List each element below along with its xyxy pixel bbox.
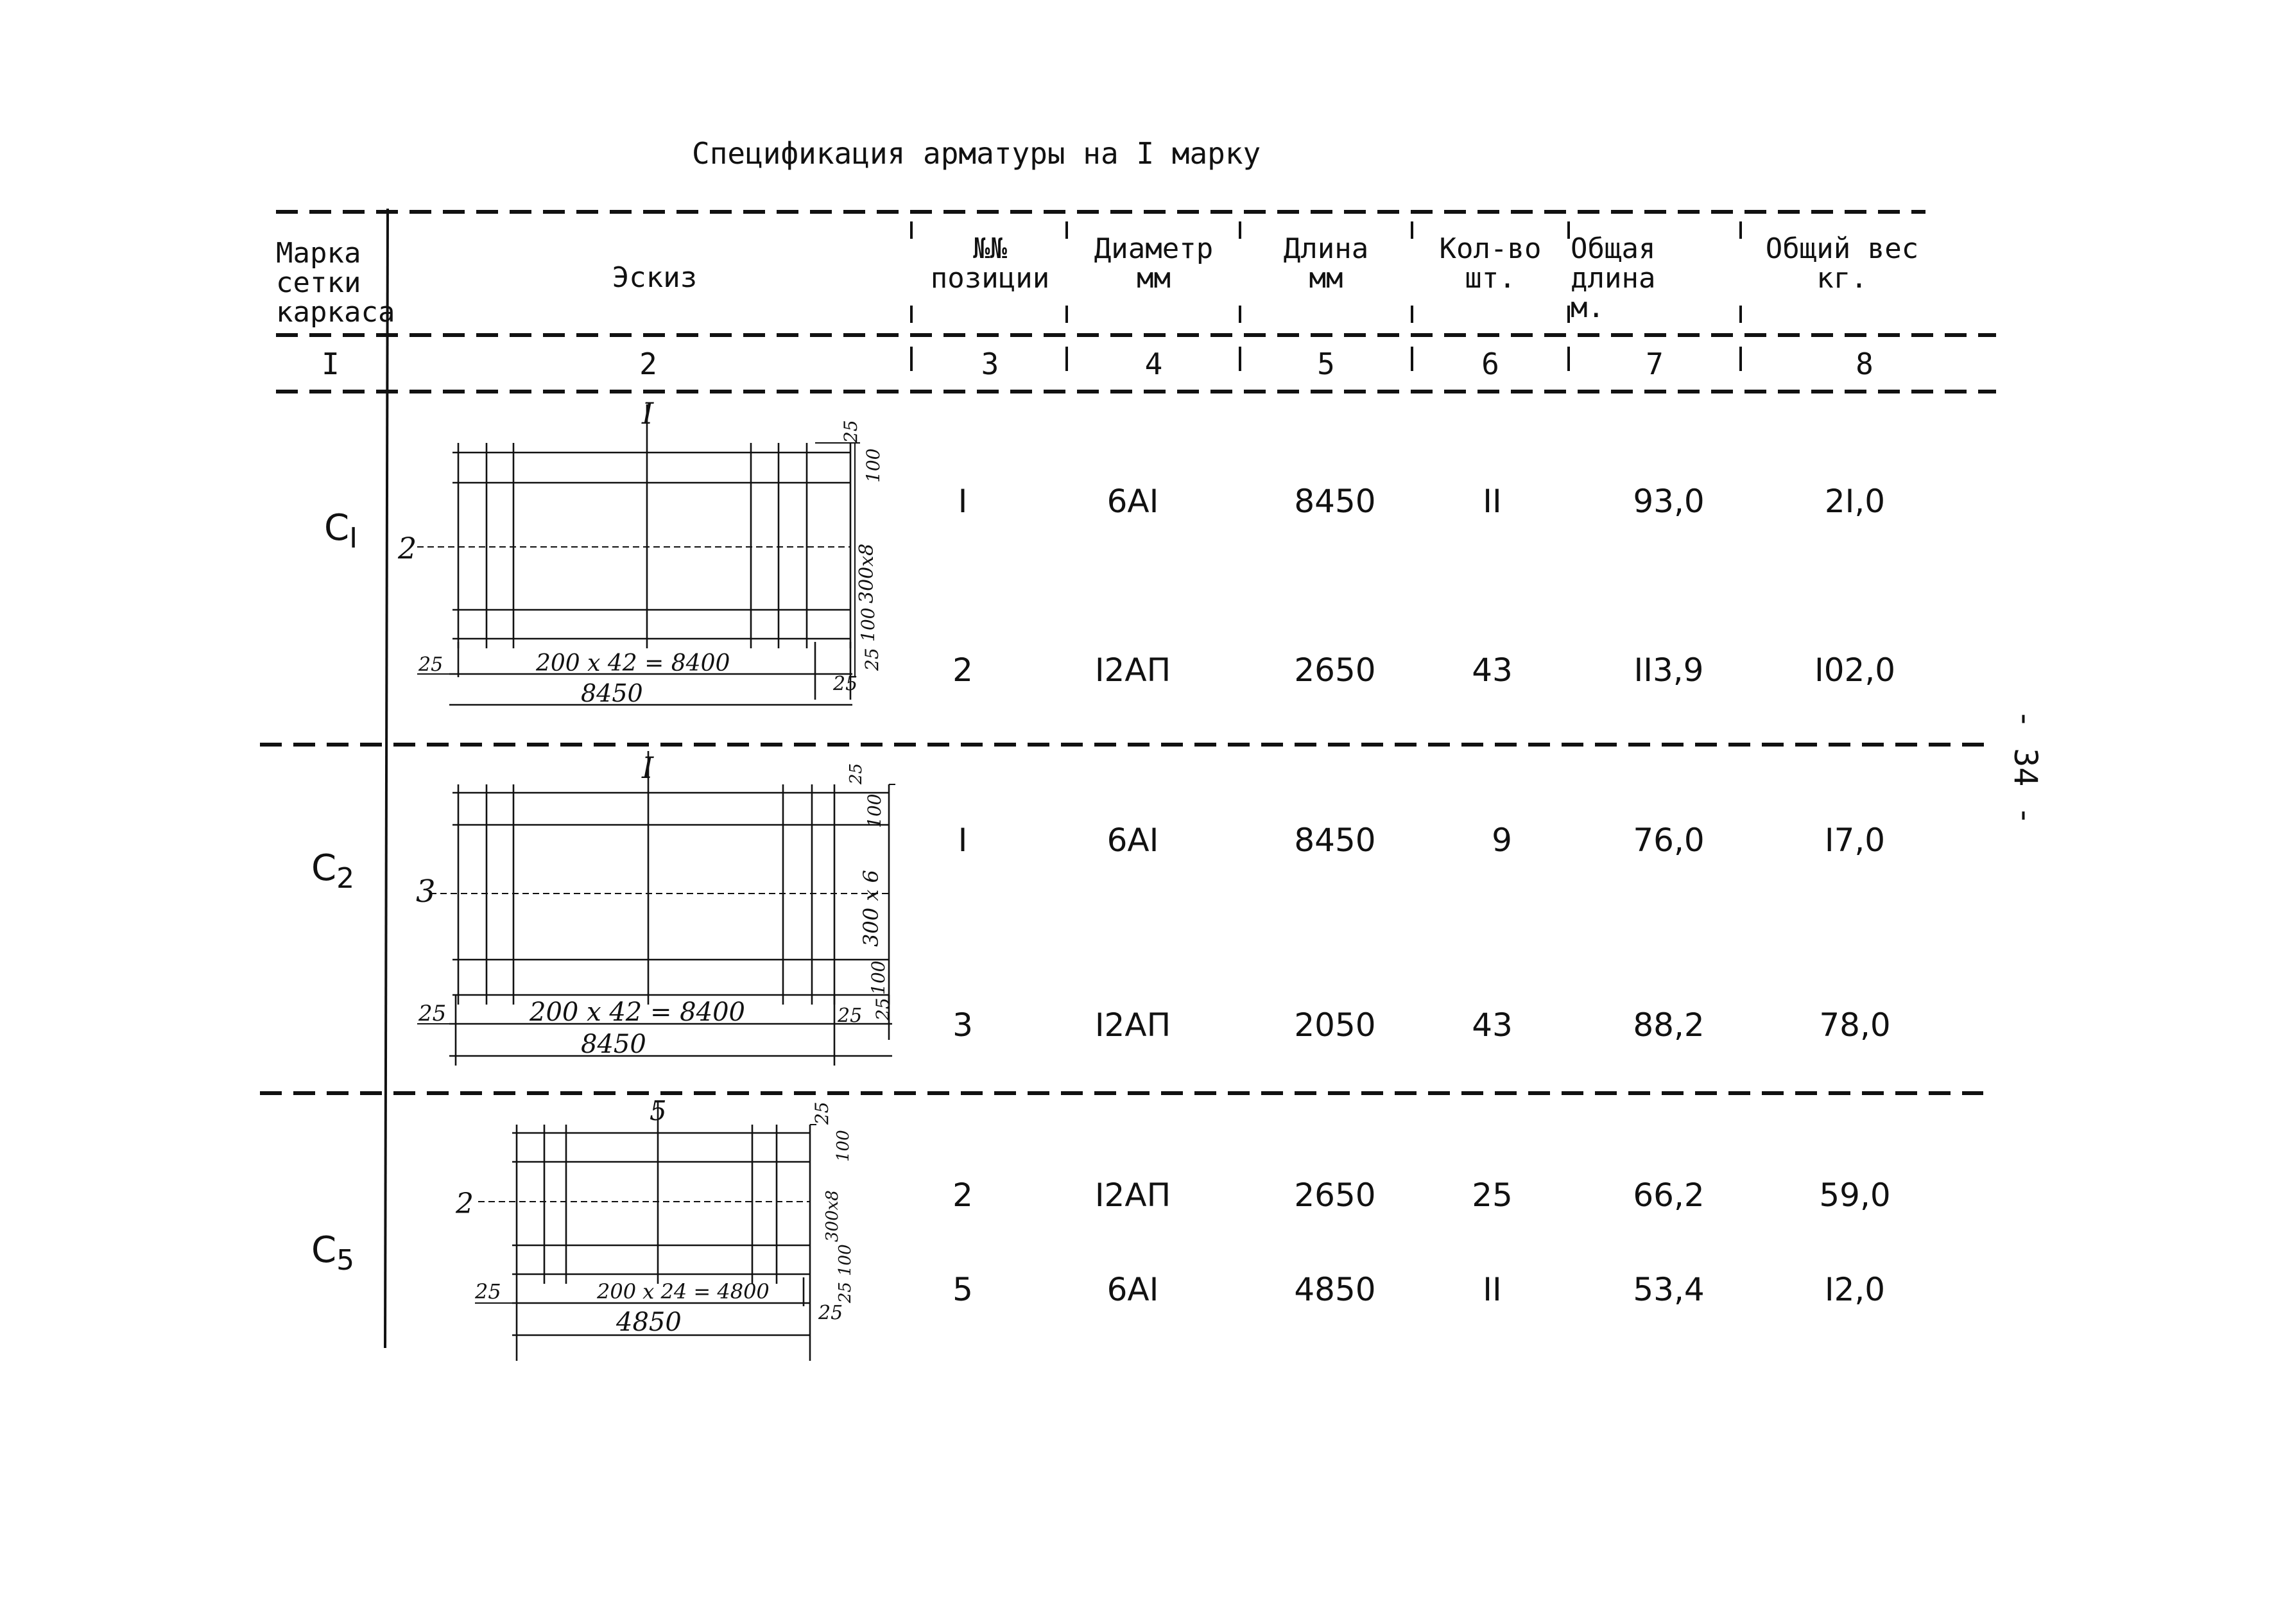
sketch-label-side: 3 <box>416 874 436 910</box>
table-cell-length: 2050 <box>1294 1006 1376 1044</box>
table-cell-qty: 43 <box>1472 1006 1513 1044</box>
sketch-label-side: 2 <box>398 531 417 566</box>
col1-separator <box>385 209 388 1348</box>
sketch-v-top: 25 <box>840 420 861 443</box>
table-cell-pos: 2 <box>952 652 973 689</box>
table-cell-length: 2650 <box>1294 1177 1376 1214</box>
sketch-v-mid: 300x8 <box>823 1190 842 1242</box>
sketch-label-side: 2 <box>456 1188 474 1220</box>
table-cell-diameter: 6AI <box>1107 822 1159 859</box>
table-cell-total-length: 88,2 <box>1633 1006 1705 1044</box>
sketch-v-100b: 100 <box>836 1244 855 1276</box>
table-cell-total-length: II3,9 <box>1633 652 1704 689</box>
mark-c5: $C_5$ <box>311 1229 355 1277</box>
header-position <box>915 234 1065 293</box>
colnum-2: 2 <box>639 347 657 381</box>
page-number: - 34 - <box>2007 709 2044 825</box>
sketch-dim-main: 200 x 24 = 4800 <box>597 1279 770 1304</box>
header-line: №№ <box>973 232 1007 265</box>
sketch-dim-main: 200 x 42 = 8400 <box>536 650 730 677</box>
table-cell-diameter: 6AI <box>1107 483 1159 520</box>
header-line: Диаметр <box>1094 232 1214 265</box>
table-cell-pos: 5 <box>952 1271 973 1308</box>
header-line: м. <box>1571 291 1605 324</box>
header-mark <box>276 239 395 327</box>
colnum-8: 8 <box>1856 347 1873 381</box>
sketch-c1 <box>397 396 884 707</box>
table-cell-total-length: 66,2 <box>1633 1177 1705 1214</box>
sketch-c5 <box>455 1095 855 1361</box>
header-length <box>1242 234 1410 293</box>
table-cell-diameter: I2AП <box>1094 1006 1171 1044</box>
table-cell-qty: 9 <box>1492 822 1512 859</box>
sketch-dim-right: 25 <box>818 1302 843 1324</box>
table-cell-length: 8450 <box>1294 483 1376 520</box>
sketch-v-25b: 25 <box>872 998 893 1021</box>
header-sketch <box>565 263 745 293</box>
table-cell-length: 4850 <box>1294 1271 1376 1308</box>
page-title: Спецификация арматуры на I марку <box>692 136 1261 171</box>
sketch-dim-left: 25 <box>475 1279 501 1304</box>
table-cell-weight: 2I,0 <box>1824 483 1886 520</box>
table-cell-pos: I <box>958 483 968 520</box>
table-cell-pos: 2 <box>952 1177 973 1214</box>
header-line: мм <box>1137 262 1171 295</box>
header-line: длина <box>1571 262 1656 295</box>
table-cell-weight: I02,0 <box>1814 652 1896 689</box>
header-line: Кол-во <box>1439 232 1542 265</box>
sketch-label-top: I <box>642 396 654 431</box>
sketch-v-100a: 100 <box>864 793 885 828</box>
header-line: Общая <box>1571 232 1656 265</box>
colnum-3: 3 <box>981 347 999 381</box>
sketch-v-100a: 100 <box>834 1130 853 1162</box>
mark-c1: $C_I$ <box>324 507 358 555</box>
table-cell-weight: I2,0 <box>1824 1271 1886 1308</box>
table-cell-qty: II <box>1483 483 1502 520</box>
table-cell-qty: II <box>1483 1271 1502 1308</box>
sketch-dim-total: 8450 <box>581 679 643 707</box>
header-qty <box>1414 234 1567 293</box>
header-line: мм <box>1309 262 1343 295</box>
header-line: сетки <box>276 266 361 299</box>
table-cell-total-length: 76,0 <box>1633 822 1705 859</box>
header-total-length <box>1571 234 1739 323</box>
sketch-v-100b: 100 <box>857 607 879 642</box>
header-diameter <box>1069 234 1239 293</box>
header-line: Общий вес <box>1765 232 1919 265</box>
table-cell-pos: I <box>958 822 968 859</box>
header-line: кг. <box>1816 262 1868 295</box>
header-line: Длина <box>1283 232 1369 265</box>
sketch-c2 <box>416 750 895 1066</box>
table-cell-total-length: 93,0 <box>1633 483 1705 520</box>
sketch-v-25b: 25 <box>836 1281 855 1303</box>
sketch-label-top: 5 <box>650 1095 667 1127</box>
table-cell-qty: 43 <box>1472 652 1513 689</box>
colnum-7: 7 <box>1646 347 1664 381</box>
sketch-v-top: 25 <box>811 1101 832 1125</box>
table-cell-weight: 59,0 <box>1819 1177 1891 1214</box>
table-cell-qty: 25 <box>1472 1177 1513 1214</box>
sketch-v-top: 25 <box>847 763 866 784</box>
sketch-dim-left: 25 <box>418 653 444 676</box>
colnum-5: 5 <box>1317 347 1335 381</box>
table-cell-pos: 3 <box>952 1006 973 1044</box>
sketch-dim-left: 25 <box>418 1001 447 1026</box>
table-cell-weight: 78,0 <box>1819 1006 1891 1044</box>
header-weight <box>1743 234 1942 293</box>
table-cell-total-length: 53,4 <box>1633 1271 1705 1308</box>
colnum-1: I <box>322 347 340 381</box>
sketch-v-25b: 25 <box>861 648 883 671</box>
sketch-v-mid: 300x8 <box>856 543 878 603</box>
sketch-dim-total: 8450 <box>581 1030 646 1059</box>
sketch-v-100a: 100 <box>863 448 884 483</box>
table-cell-length: 8450 <box>1294 822 1376 859</box>
header-line: Эскиз <box>612 261 698 294</box>
table-cell-diameter: I2AП <box>1094 1177 1171 1214</box>
sketch-dim-right: 25 <box>838 1005 863 1027</box>
header-line: позиции <box>930 262 1050 295</box>
header-line: Марка <box>276 237 361 270</box>
colnum-4: 4 <box>1144 347 1163 381</box>
table-cell-weight: I7,0 <box>1824 822 1886 859</box>
mark-c2: $C_2$ <box>311 847 355 895</box>
table-cell-length: 2650 <box>1294 652 1376 689</box>
table-cell-diameter: I2AП <box>1094 652 1171 689</box>
sketch-v-100b: 100 <box>868 960 889 995</box>
header-line: шт. <box>1465 262 1516 295</box>
header-line: каркаса <box>276 296 395 329</box>
sketch-dim-main: 200 x 42 = 8400 <box>530 998 745 1027</box>
sketch-v-mid: 300 x 6 <box>859 870 883 947</box>
table-cell-diameter: 6AI <box>1107 1271 1159 1308</box>
sketch-dim-total: 4850 <box>616 1308 682 1337</box>
sketch-dim-right: 25 <box>833 673 858 695</box>
sketch-label-top: I <box>642 750 654 785</box>
colnum-6: 6 <box>1481 347 1499 381</box>
